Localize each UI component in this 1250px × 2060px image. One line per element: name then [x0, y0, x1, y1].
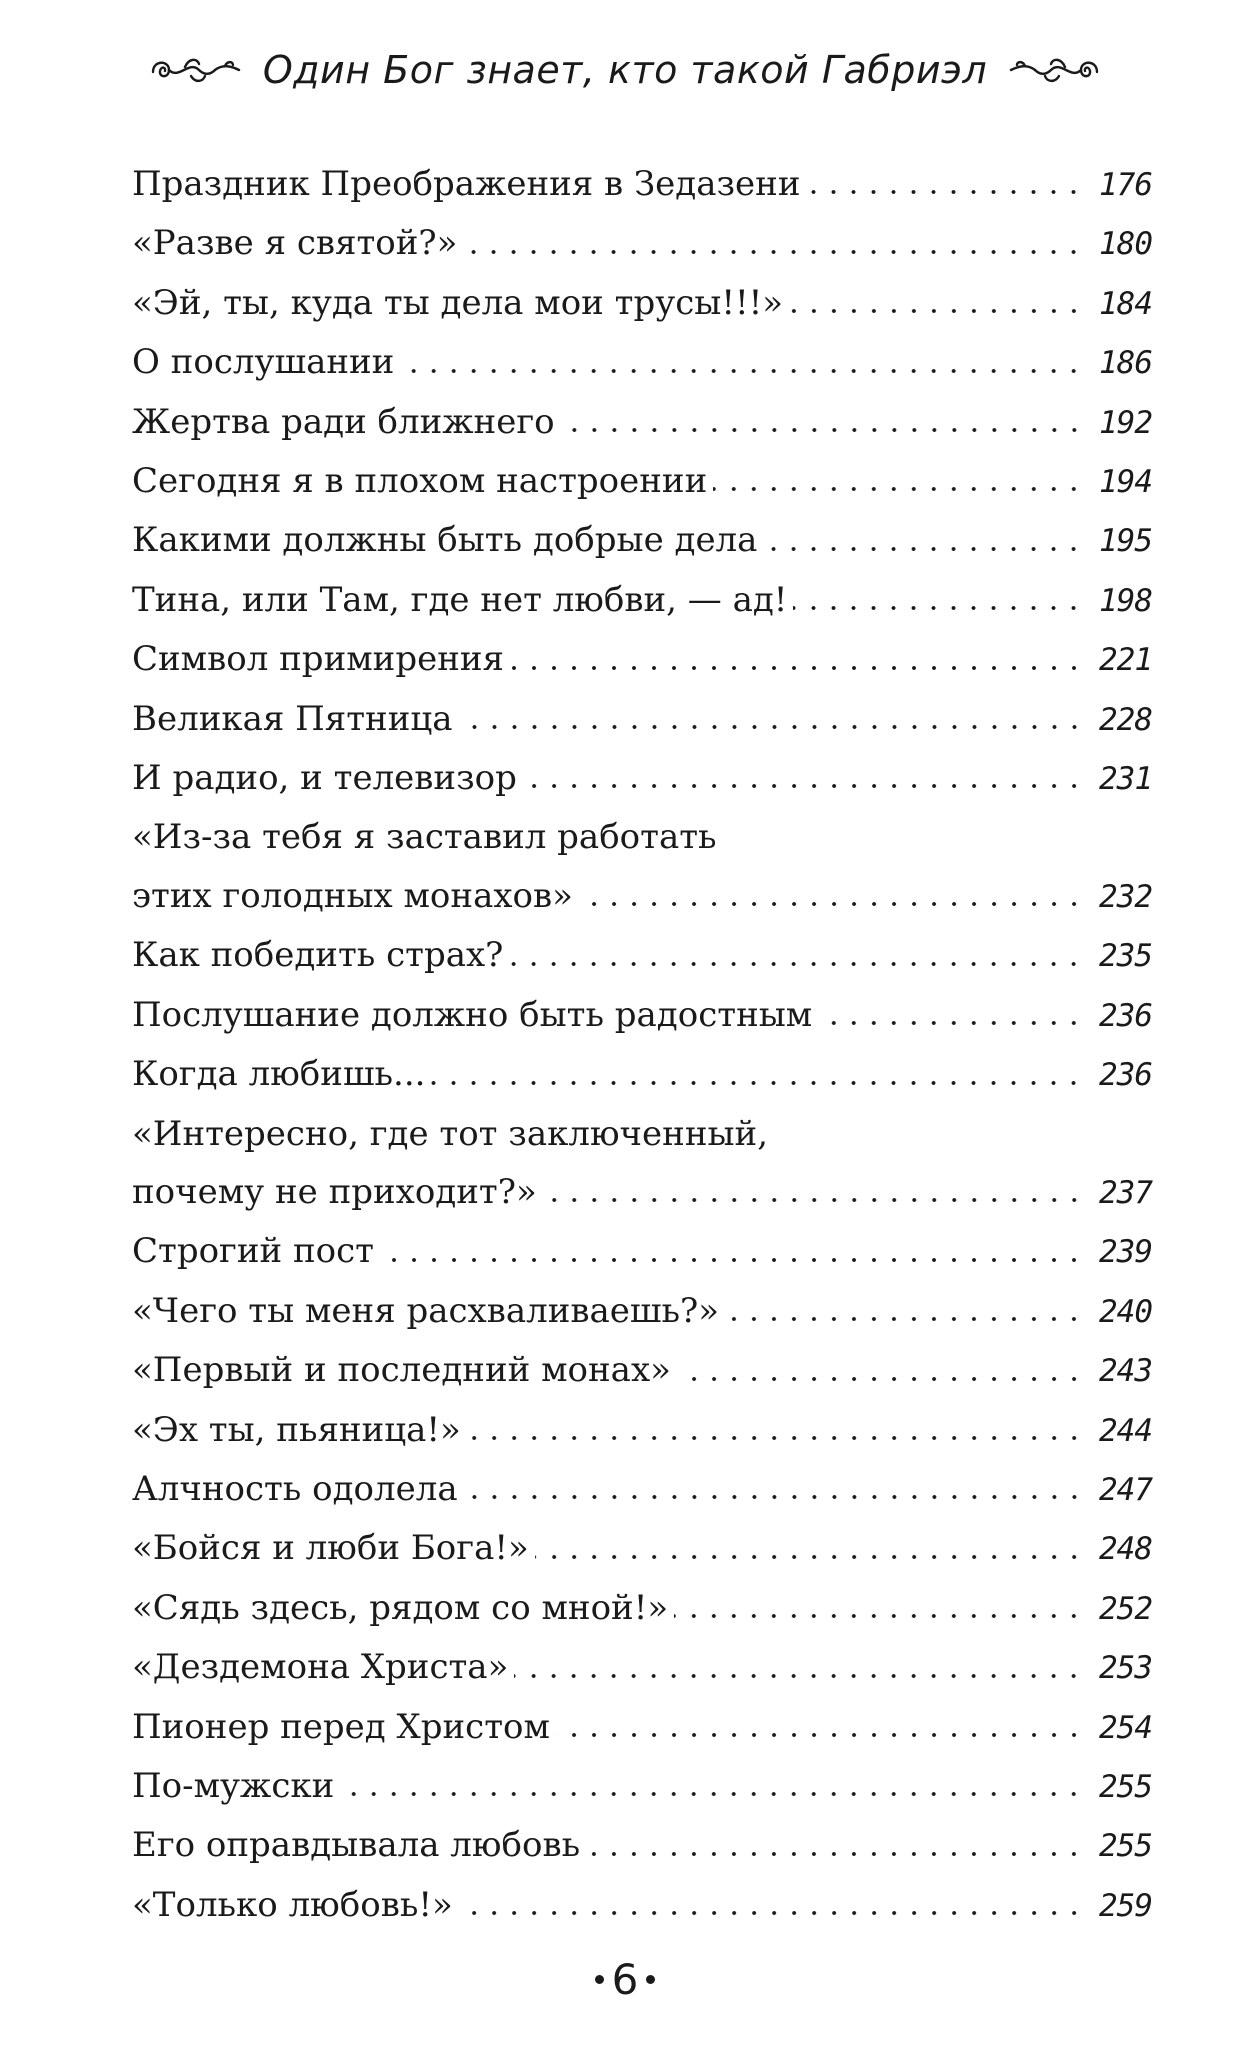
flourish-ornament-left-icon — [145, 50, 245, 90]
toc-entry-page-number: 248 — [1099, 1531, 1152, 1568]
dot-leader — [535, 1549, 1084, 1565]
toc-entry-title-first-line: «Из-за тебя я заставил работать — [132, 817, 717, 858]
dot-leader — [561, 422, 1084, 438]
toc-entry — [132, 1045, 1152, 1104]
toc-entry — [132, 1222, 1152, 1281]
toc-entry-title: «Эй, ты, куда ты дела мои трусы!!!» — [132, 282, 784, 323]
toc-entry-title: Сегодня я в плохом настроении — [132, 461, 708, 502]
dot-leader — [806, 184, 1084, 200]
toc-entry — [132, 1638, 1152, 1697]
toc-entry-line — [132, 1876, 1152, 1935]
toc-entry-title-first-line: «Интересно, где тот заключенный, — [132, 1113, 769, 1154]
toc-entry — [132, 1282, 1152, 1341]
toc-entry-title: «Первый и последний монах» — [132, 1350, 671, 1391]
toc-entry-title: Строгий пост — [132, 1231, 374, 1272]
dot-leader — [586, 1846, 1084, 1862]
toc-entry-title: «Чего ты меня расхваливаешь?» — [132, 1290, 720, 1331]
dot-leader — [400, 363, 1084, 379]
toc-entry-line — [132, 926, 1152, 985]
dot-leader — [431, 1075, 1084, 1091]
toc-entry-title: Тина, или Там, где нет любви, — ад! — [132, 579, 788, 620]
toc-entry — [132, 214, 1152, 273]
toc-entry-title: Послушание должно быть радостным — [132, 994, 813, 1035]
table-of-contents — [132, 155, 1152, 1935]
toc-entry — [132, 1401, 1152, 1460]
toc-entry-title: «Только любовь!» — [132, 1884, 453, 1925]
toc-entry-page-number: 195 — [1099, 523, 1152, 560]
dot-leader — [789, 303, 1084, 319]
dot-leader — [459, 1905, 1084, 1921]
toc-entry — [132, 1105, 1152, 1223]
toc-entry-page-number: 247 — [1099, 1471, 1152, 1508]
dot-leader — [523, 778, 1084, 794]
toc-entry-page-number: 221 — [1099, 642, 1152, 679]
toc-entry-title: «Сядь здесь, рядом со мной!» — [132, 1587, 669, 1628]
folio-dot-left-icon — [595, 1975, 604, 1984]
toc-entry-line — [132, 214, 1152, 273]
dot-leader — [463, 244, 1084, 260]
toc-entry-page-number: 259 — [1099, 1887, 1152, 1924]
toc-entry-page-number: 186 — [1099, 345, 1152, 382]
toc-entry-line — [132, 452, 1152, 511]
toc-entry-title: «Разве я святой?» — [132, 223, 458, 264]
toc-entry-title: И радио, и телевизор — [132, 758, 517, 799]
toc-entry-page-number: 244 — [1099, 1412, 1152, 1449]
dot-leader — [579, 896, 1084, 912]
dot-leader — [818, 1015, 1084, 1031]
toc-entry-line — [132, 274, 1152, 333]
toc-entry — [132, 986, 1152, 1045]
toc-entry-title: По-мужски — [132, 1765, 335, 1806]
toc-entry-line — [132, 1341, 1152, 1400]
toc-entry-page-number: 253 — [1099, 1650, 1152, 1687]
toc-entry-page-number: 255 — [1099, 1768, 1152, 1805]
toc-entry-line — [132, 333, 1152, 392]
toc-entry — [132, 808, 1152, 926]
toc-entry-line — [132, 1045, 1152, 1104]
toc-entry-line — [132, 571, 1152, 630]
toc-entry-page-number: 184 — [1099, 285, 1152, 322]
toc-entry-page-number: 235 — [1099, 938, 1152, 975]
toc-entry-line — [132, 1222, 1152, 1281]
toc-entry-line — [132, 1757, 1152, 1816]
toc-entry-line — [132, 1816, 1152, 1875]
toc-entry-line — [132, 986, 1152, 1045]
toc-entry — [132, 511, 1152, 570]
toc-entry-page-number: 180 — [1099, 226, 1152, 263]
toc-entry-line — [132, 1460, 1152, 1519]
toc-entry-page-number: 237 — [1099, 1174, 1152, 1211]
dot-leader — [556, 1727, 1084, 1743]
toc-entry-page-number: 255 — [1099, 1828, 1152, 1865]
dot-leader — [674, 1608, 1084, 1624]
toc-entry-page-number: 243 — [1099, 1353, 1152, 1390]
dot-leader — [340, 1786, 1084, 1802]
toc-entry-title: Жертва ради ближнего — [132, 401, 555, 442]
toc-entry-title: Пионер перед Христом — [132, 1706, 550, 1747]
folio-dot-right-icon — [646, 1975, 655, 1984]
toc-entry-page-number: 228 — [1099, 701, 1152, 738]
dot-leader — [725, 1311, 1084, 1327]
page-number — [0, 1955, 1250, 2004]
toc-entry — [132, 1816, 1152, 1875]
toc-entry-page-number: 194 — [1099, 464, 1152, 501]
toc-entry-title: Символ примирения — [132, 639, 504, 680]
toc-entry-title: «Дездемона Христа» — [132, 1647, 509, 1688]
toc-entry-line — [132, 1638, 1152, 1697]
toc-entry — [132, 1579, 1152, 1638]
dot-leader — [793, 600, 1084, 616]
toc-entry-line — [132, 1401, 1152, 1460]
dot-leader — [380, 1252, 1084, 1268]
toc-entry-page-number: 239 — [1099, 1234, 1152, 1271]
toc-entry-line — [132, 749, 1152, 808]
dot-leader — [509, 956, 1084, 972]
running-head — [0, 40, 1250, 100]
toc-entry-title: Как победить страх? — [132, 935, 504, 976]
toc-entry-line — [132, 867, 1152, 926]
toc-entry-title: Великая Пятница — [132, 698, 453, 739]
toc-entry-line — [132, 1579, 1152, 1638]
toc-entry — [132, 333, 1152, 392]
toc-entry-line — [132, 511, 1152, 570]
toc-entry-page-number: 236 — [1099, 1057, 1152, 1094]
toc-entry — [132, 1519, 1152, 1578]
toc-entry-title: Когда любишь... — [132, 1054, 426, 1095]
dot-leader — [467, 1430, 1084, 1446]
toc-entry-title: «Бойся и люби Бога!» — [132, 1528, 529, 1569]
toc-entry — [132, 571, 1152, 630]
toc-entry-line — [132, 690, 1152, 749]
toc-entry — [132, 1698, 1152, 1757]
toc-entry-title: почему не приходит?» — [132, 1171, 537, 1212]
toc-entry-page-number: 254 — [1099, 1709, 1152, 1746]
toc-entry-title: этих голодных монахов» — [132, 875, 573, 916]
toc-entry-title: Алчность одолела — [132, 1468, 458, 1509]
dot-leader — [510, 660, 1084, 676]
toc-entry-page-number: 231 — [1099, 761, 1152, 798]
flourish-ornament-right-icon — [1005, 50, 1105, 90]
dot-leader — [763, 541, 1084, 557]
toc-entry — [132, 1460, 1152, 1519]
dot-leader — [464, 1489, 1084, 1505]
toc-entry — [132, 393, 1152, 452]
toc-entry-title: Его оправдывала любовь — [132, 1825, 581, 1866]
toc-entry-page-number: 232 — [1099, 878, 1152, 915]
toc-entry-page-number: 240 — [1099, 1293, 1152, 1330]
toc-entry — [132, 1341, 1152, 1400]
page-number-value: 6 — [611, 1955, 639, 2004]
toc-entry-page-number: 176 — [1099, 167, 1152, 203]
dot-leader — [543, 1192, 1084, 1208]
toc-entry-line — [132, 1163, 1152, 1222]
dot-leader — [677, 1371, 1084, 1387]
toc-entry-title: О послушании — [132, 342, 395, 383]
toc-entry — [132, 630, 1152, 689]
toc-entry-page-number: 236 — [1099, 997, 1152, 1034]
toc-entry-line — [132, 155, 1152, 214]
toc-entry — [132, 926, 1152, 985]
toc-entry-title: Праздник Преображения в Зедазени — [132, 164, 801, 204]
toc-entry — [132, 749, 1152, 808]
running-title: Один Бог знает, кто такой Габриэл — [262, 48, 988, 92]
toc-entry-line — [132, 1698, 1152, 1757]
toc-entry — [132, 452, 1152, 511]
toc-entry-line — [132, 1282, 1152, 1341]
dot-leader — [459, 719, 1084, 735]
toc-entry — [132, 155, 1152, 214]
toc-entry — [132, 1757, 1152, 1816]
toc-entry-page-number: 192 — [1099, 404, 1152, 441]
toc-entry — [132, 690, 1152, 749]
toc-entry-line — [132, 630, 1152, 689]
toc-entry-page-number: 198 — [1099, 582, 1152, 619]
toc-entry-line — [132, 393, 1152, 452]
toc-entry — [132, 1876, 1152, 1935]
toc-entry-title: «Эх ты, пьяница!» — [132, 1409, 461, 1450]
dot-leader — [514, 1668, 1084, 1684]
dot-leader — [713, 481, 1084, 497]
toc-entry-page-number: 252 — [1099, 1590, 1152, 1627]
toc-entry-title: Какими должны быть добрые дела — [132, 520, 758, 561]
toc-entry — [132, 274, 1152, 333]
toc-entry-line — [132, 1519, 1152, 1578]
